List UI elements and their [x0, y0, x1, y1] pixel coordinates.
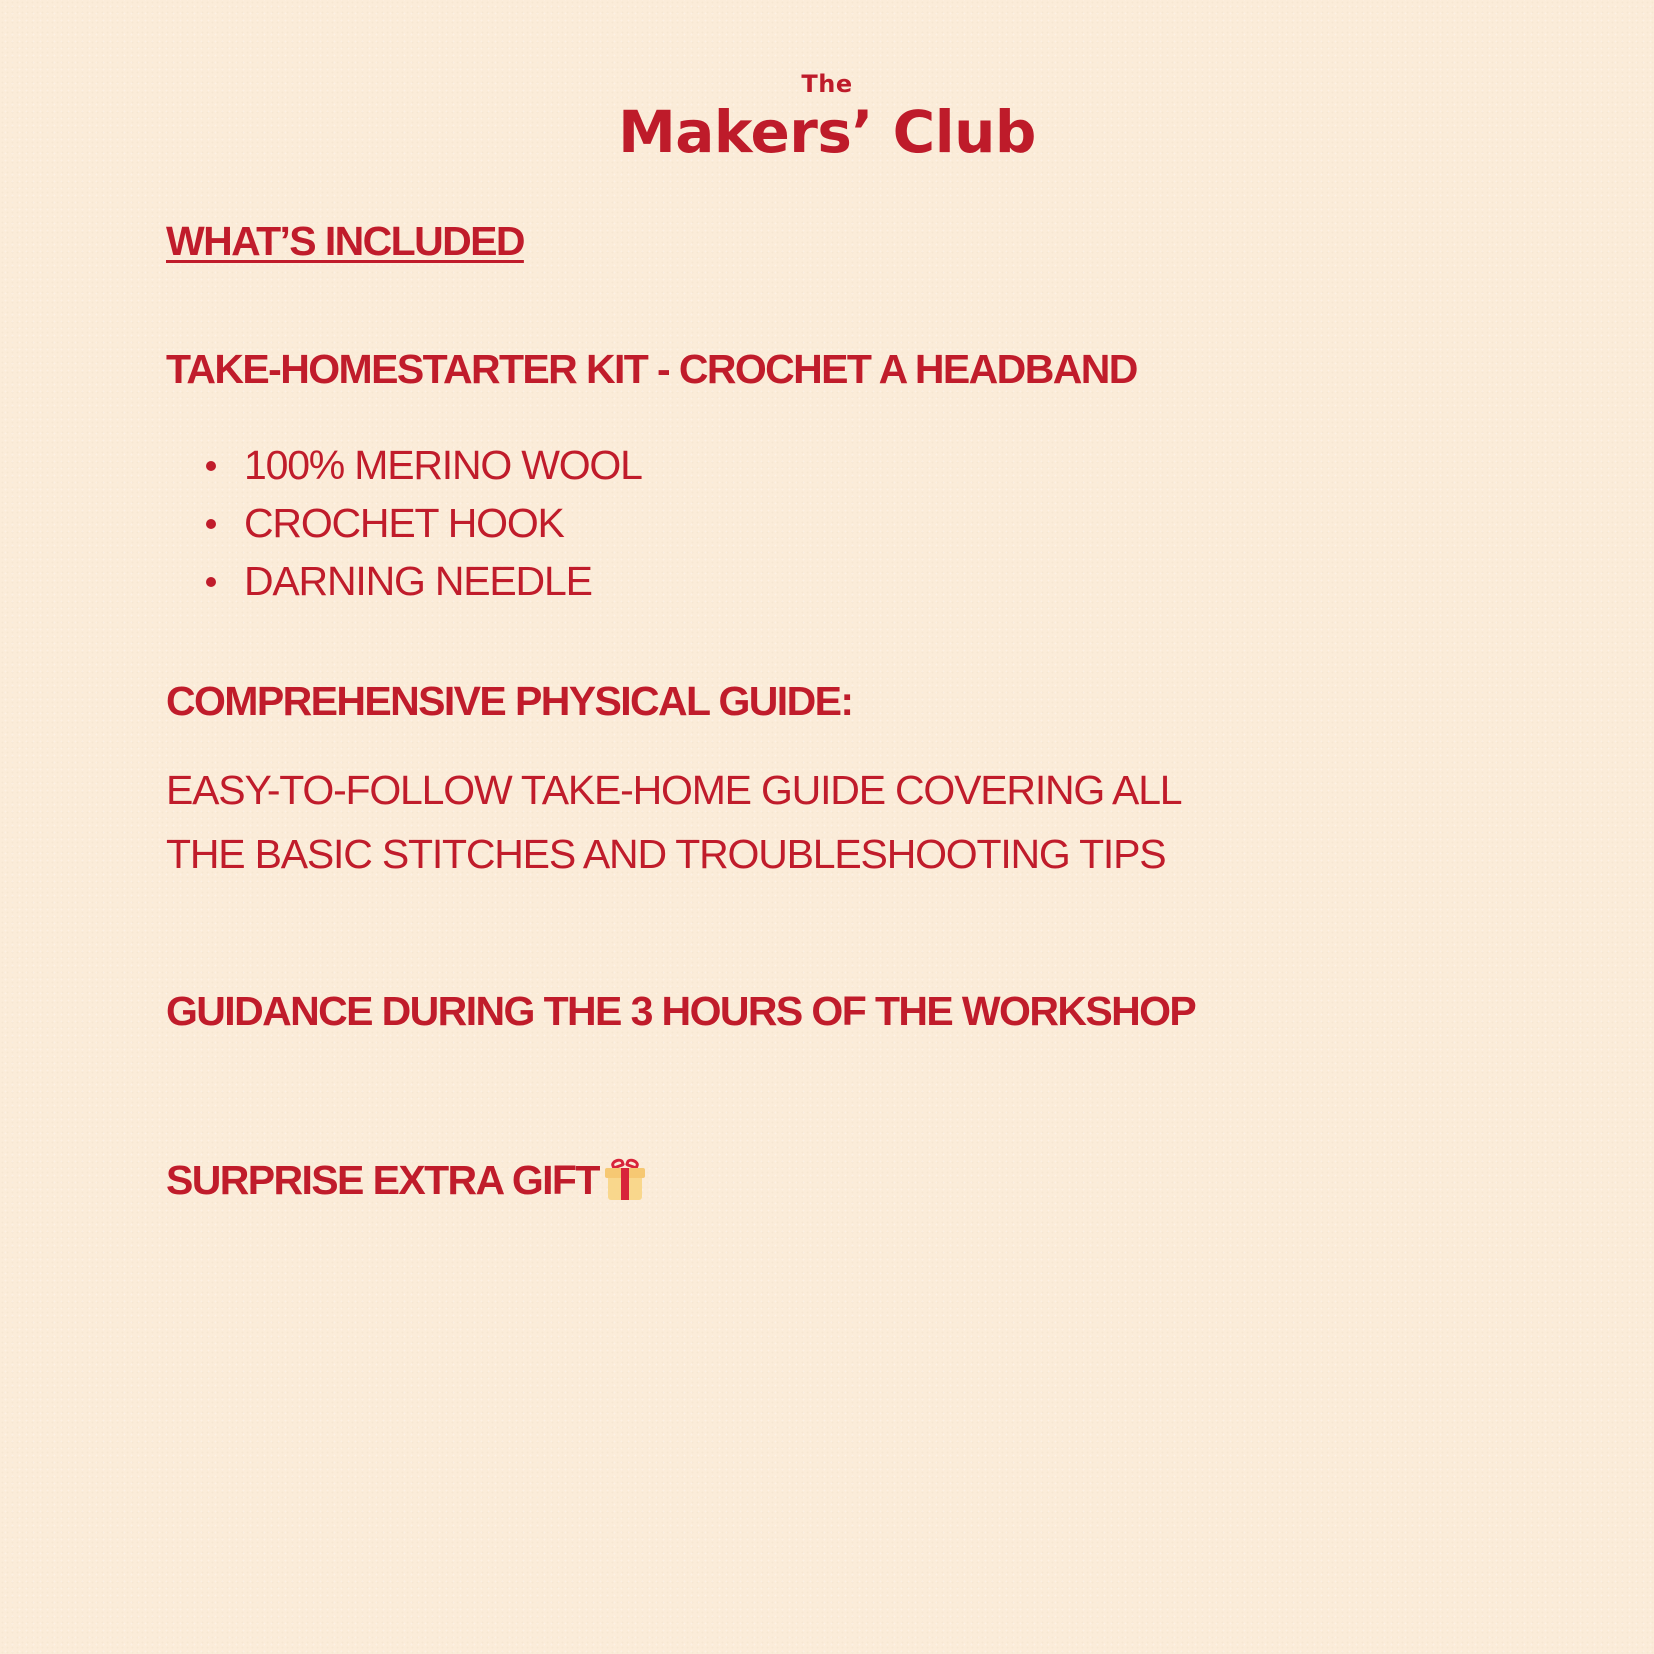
kit-items-list	[206, 436, 642, 610]
kit-heading: TAKE-HOMESTARTER KIT - CROCHET A HEADBAND	[166, 346, 1137, 392]
gift-icon	[605, 1158, 645, 1200]
section-title: WHAT’S INCLUDED	[166, 218, 524, 264]
guide-description-line-1: EASY-TO-FOLLOW TAKE-HOME GUIDE COVERING ALL	[166, 767, 1182, 813]
bullet-icon	[206, 519, 216, 529]
list-item	[206, 552, 642, 610]
guide-description	[166, 758, 1181, 886]
list-item-label: DARNING NEEDLE	[244, 558, 592, 604]
guide-description-line-2: THE BASIC STITCHES AND TROUBLESHOOTING TIPS	[166, 831, 1166, 877]
bullet-icon	[206, 461, 216, 471]
guidance-heading: GUIDANCE DURING THE 3 HOURS OF THE WORKSHOP	[166, 988, 1196, 1034]
list-item-label: CROCHET HOOK	[244, 500, 564, 546]
list-item	[206, 494, 642, 552]
bullet-icon	[206, 577, 216, 587]
list-item	[206, 436, 642, 494]
brand-the-text: The	[801, 70, 853, 98]
brand-logo-text: Makers’ Club	[618, 98, 1036, 166]
gift-heading-label: SURPRISE EXTRA GIFT	[166, 1157, 599, 1203]
guide-heading: COMPREHENSIVE PHYSICAL GUIDE:	[166, 678, 853, 724]
gift-heading	[166, 1157, 645, 1204]
list-item-label: 100% MERINO WOOL	[244, 442, 642, 488]
